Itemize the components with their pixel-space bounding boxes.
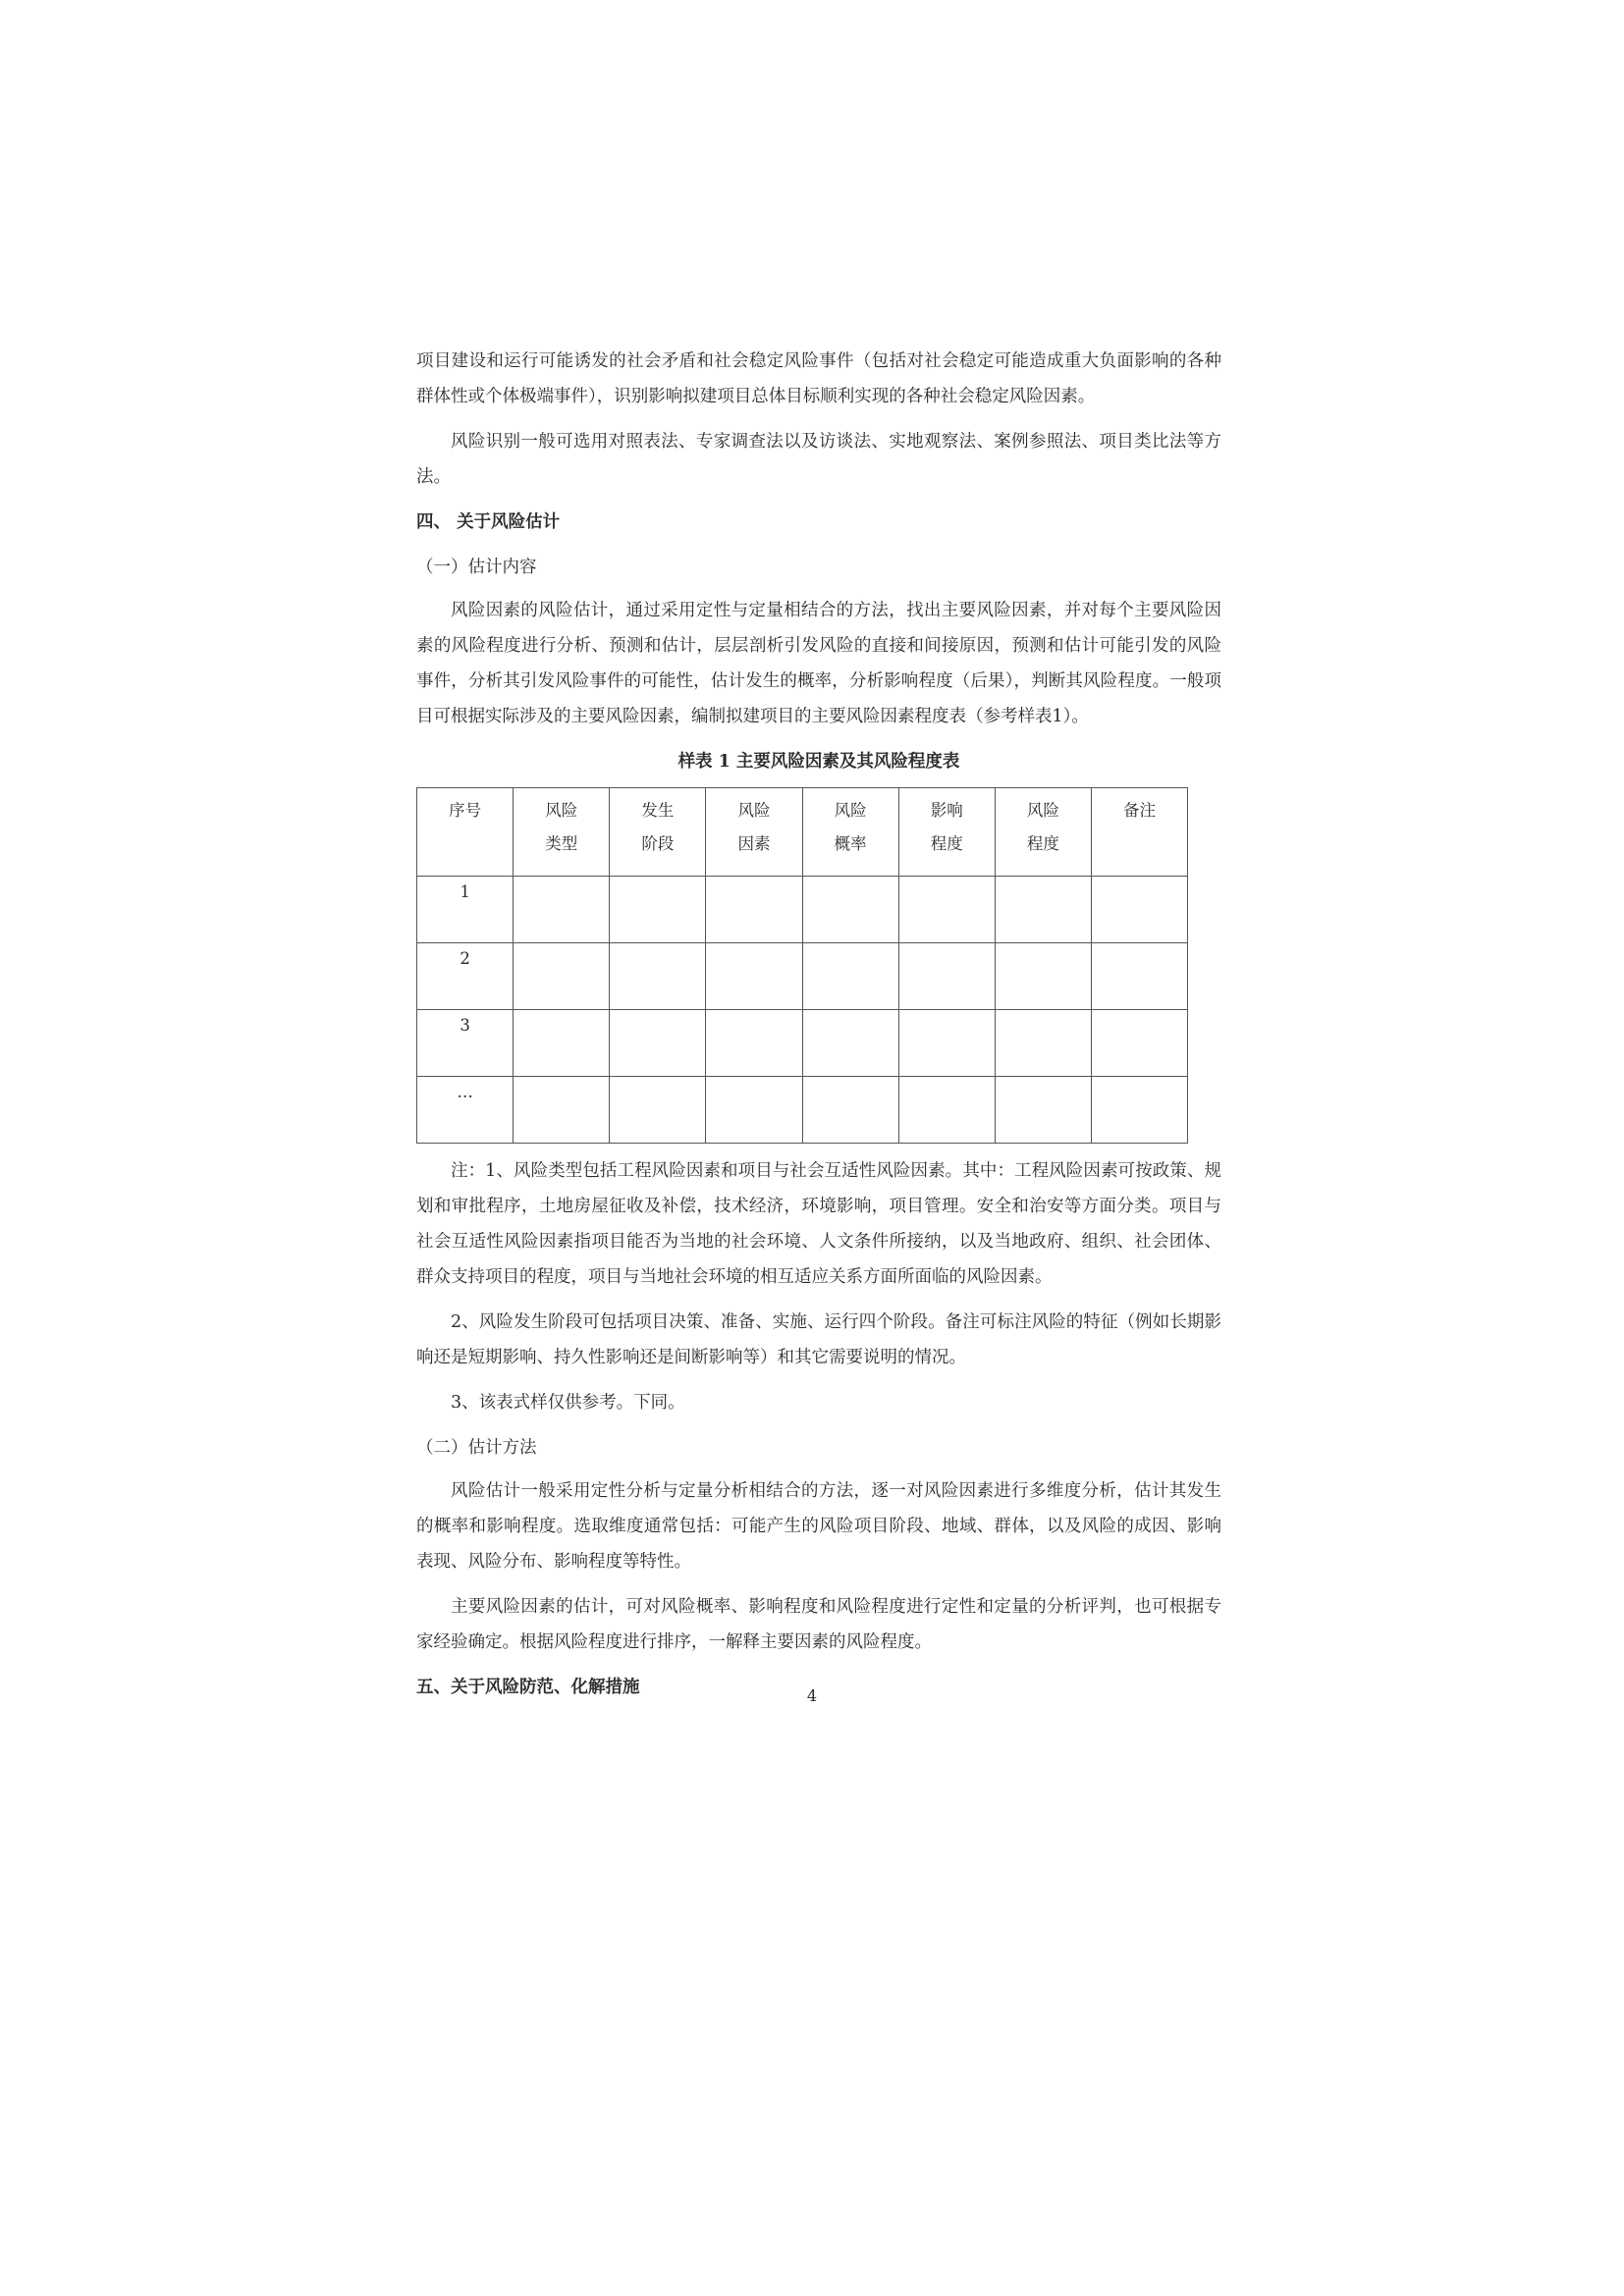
document-body [416,344,1221,1715]
risk-factor-table [416,787,1188,1144]
row-index: 3 [417,1010,514,1077]
header-risk-factor: 风险 因素 [706,788,802,877]
row-index: … [417,1077,514,1144]
paragraph-risk-identification-continued: 项目建设和运行可能诱发的社会矛盾和社会稳定风险事件（包括对社会稳定可能造成重大负面影响的各种群体性或个体极端事件），识别影响拟建项目总体目标顺利实现的各种社会稳定风险因素。 [416,351,1221,406]
table-row [417,943,1188,1010]
table-row [417,1077,1188,1144]
note-1: 注：1、风险类型包括工程风险因素和项目与社会互适性风险因素。其中：工程风险因素可按政策、规划和审批程序，土地房屋征收及补偿，技术经济，环境影响，项目管理。安全和治安等方面分类。项目与社会互适性风险因素指项目能否为当地的社会环境、人文条件所接纳，以及当地政府、组织、社会团体、群众支持项目的程度，项目与当地社会环境的相互适应关系方面所面临的风险因素。 [416,1161,1221,1287]
header-impact: 影响 程度 [898,788,995,877]
note-2: 2、风险发生阶段可包括项目决策、准备、实施、运行四个阶段。备注可标注风险的特征（例如长期影响还是短期影响、持久性影响还是间断影响等）和其它需要说明的情况。 [416,1312,1221,1367]
subheading-estimation-content: （一）估计内容 [416,558,537,577]
header-probability: 风险 概率 [802,788,898,877]
paragraph-estimation-method: 风险估计一般采用定性分析与定量分析相结合的方法，逐一对风险因素进行多维度分析，估计其发生的概率和影响程度。选取维度通常包括：可能产生的风险项目阶段、地域、群体，以及风险的成因、影响表现、风险分布、影响程度等特性。 [416,1481,1221,1572]
table-caption: 样表 1 主要风险因素及其风险程度表 [677,752,960,772]
section-heading-risk-prevention: 五、关于风险防范、化解措施 [416,1678,640,1697]
section-heading-risk-estimation: 四、 关于风险估计 [416,512,561,532]
subheading-estimation-method: （二）估计方法 [416,1438,537,1458]
paragraph-estimation-content: 风险因素的风险估计，通过采用定性与定量相结合的方法，找出主要风险因素，并对每个主要风险因素的风险程度进行分析、预测和估计，层层剖析引发风险的直接和间接原因，预测和估计可能引发的风险事件，分析其引发风险事件的可能性，估计发生的概率，分析影响程度（后果），判断其风险程度。一般项目可根据实际涉及的主要风险因素，编制拟建项目的主要风险因素程度表（参考样表1）。 [416,601,1221,726]
paragraph-risk-identification-methods: 风险识别一般可选用对照表法、专家调查法以及访谈法、实地观察法、案例参照法、项目类比法等方法。 [416,432,1221,487]
header-risk-level: 风险 程度 [995,788,1091,877]
table-row [417,1010,1188,1077]
header-risk-type: 风险 类型 [514,788,610,877]
paragraph-main-factor-estimation: 主要风险因素的估计，可对风险概率、影响程度和风险程度进行定性和定量的分析评判，也可根据专家经验确定。根据风险程度进行排序，一解释主要因素的风险程度。 [416,1597,1221,1652]
table-row [417,877,1188,943]
row-index: 2 [417,943,514,1010]
row-index: 1 [417,877,514,943]
table-header-row [417,788,1188,877]
header-remarks: 备注 [1091,788,1187,877]
note-3: 3、该表式样仅供参考。下同。 [451,1393,685,1413]
header-stage: 发生 阶段 [610,788,706,877]
page-number: 4 [806,1686,818,1705]
header-seq: 序号 [417,788,514,877]
